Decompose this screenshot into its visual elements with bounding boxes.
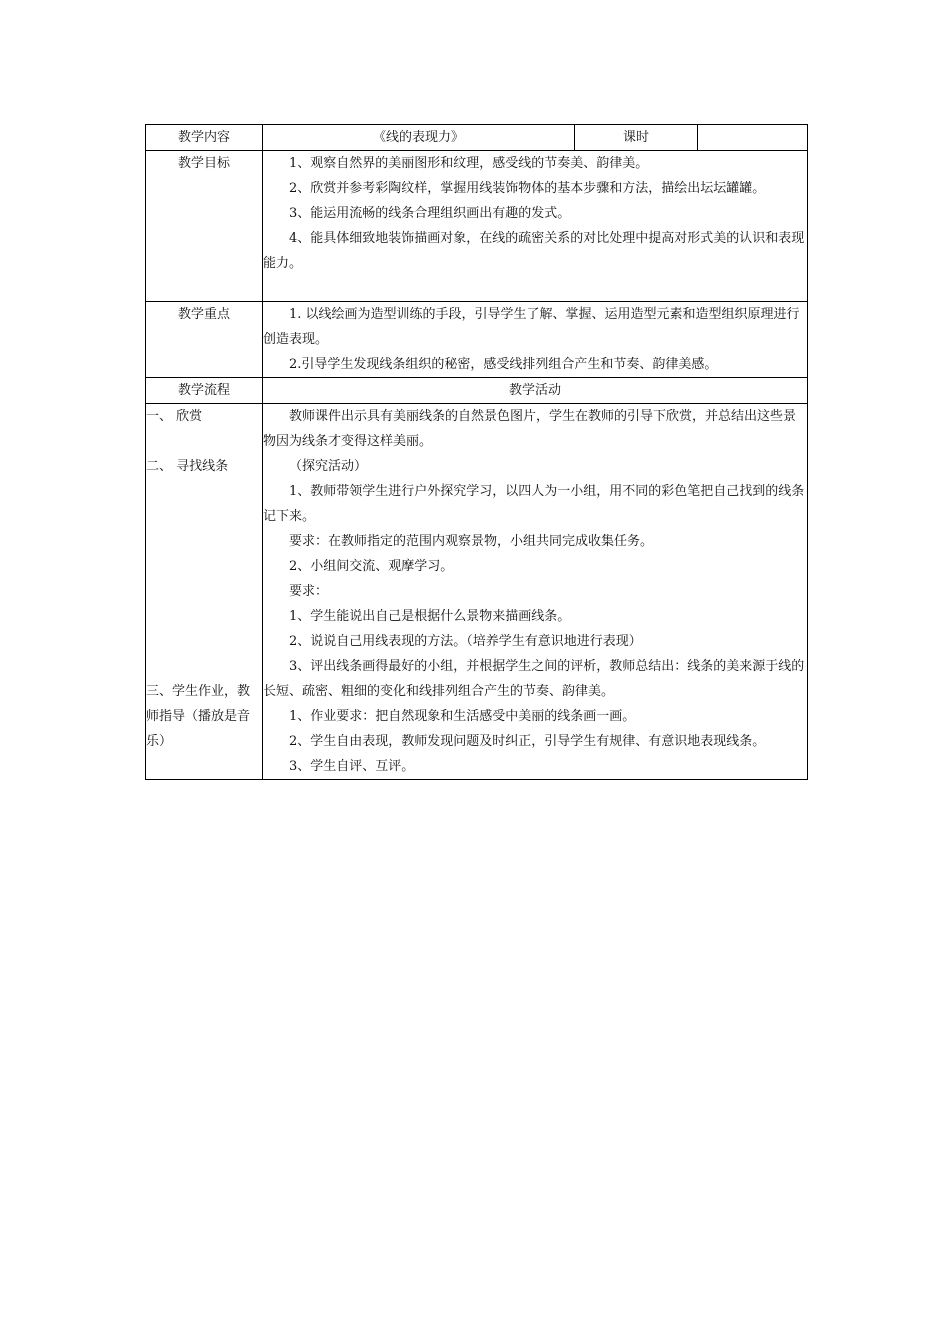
- activity-item: （探究活动）: [289, 459, 368, 474]
- objectives-row: [146, 151, 808, 302]
- activity-item: 3、学生自评、互评。: [289, 759, 415, 774]
- objectives-content: [263, 151, 808, 302]
- process-row: [146, 404, 808, 780]
- objective-item: 3、能运用流畅的线条合理组织画出有趣的发式。: [289, 206, 571, 221]
- activity-item: 2、小组间交流、观摩学习。: [289, 559, 454, 574]
- key-points-row: [146, 302, 808, 378]
- step-homework: 三、学生作业，教师指导（播放是音乐）: [146, 684, 251, 749]
- activity-item: 要求：: [289, 584, 329, 599]
- key-points-content: [263, 302, 808, 378]
- activity-item: 3、评出线条画得最好的小组，并根据学生之间的评析，教师总结出：线条的美来源于线的长短、疏密、粗细的变化和线排列组合产生的节奏、韵律美。: [263, 659, 805, 699]
- objective-item: 4、能具体细致地装饰描画对象，在线的疏密关系的对比处理中提高对形式美的认识和表现能力。: [263, 231, 805, 271]
- objectives-label: 教学目标: [146, 151, 263, 302]
- process-steps: [146, 404, 263, 780]
- objective-item: 2、欣赏并参考彩陶纹样，掌握用线装饰物体的基本步骤和方法，描绘出坛坛罐罐。: [289, 181, 766, 196]
- period-value: [698, 125, 808, 151]
- content-label: 教学内容: [146, 125, 263, 151]
- activity-label: 教学活动: [263, 378, 808, 404]
- activity-item: 1、教师带领学生进行户外探究学习，以四人为一小组，用不同的彩色笔把自己找到的线条记下来。: [263, 484, 805, 524]
- lesson-title: 《线的表现力》: [263, 125, 575, 151]
- activity-item: 2、说说自己用线表现的方法。（培养学生有意识地进行表现）: [289, 634, 642, 649]
- blank-spacer: [263, 276, 807, 301]
- step-appreciate: 一、 欣赏: [146, 409, 203, 424]
- key-point-item: 2.引导学生发现线条组织的秘密，感受线排列组合产生和节奏、韵律美感。: [289, 357, 718, 372]
- activity-item: 1、学生能说出自己是根据什么景物来描画线条。: [289, 609, 571, 624]
- activity-item: 要求：在教师指定的范围内观察景物，小组共同完成收集任务。: [289, 534, 654, 549]
- activity-item: 1、作业要求：把自然现象和生活感受中美丽的线条画一画。: [289, 709, 636, 724]
- lesson-plan-page: [145, 124, 807, 780]
- process-activities: [263, 404, 808, 780]
- process-label: 教学流程: [146, 378, 263, 404]
- key-point-item: 1. 以线绘画为造型训练的手段，引导学生了解、掌握、运用造型元素和造型组织原理进行创造表现。: [263, 307, 800, 347]
- step-find-lines: 二、 寻找线条: [146, 459, 229, 474]
- key-points-label: 教学重点: [146, 302, 263, 378]
- header-row: [146, 125, 808, 151]
- activity-item: 2、学生自由表现，教师发现问题及时纠正，引导学生有规律、有意识地表现线条。: [289, 734, 766, 749]
- activity-item: 教师课件出示具有美丽线条的自然景色图片，学生在教师的引导下欣赏，并总结出这些景物因为线条才变得这样美丽。: [263, 409, 797, 449]
- lesson-plan-table: [145, 124, 808, 780]
- objective-item: 1、观察自然界的美丽图形和纹理，感受线的节奏美、韵律美。: [289, 156, 649, 171]
- period-label: 课时: [575, 125, 698, 151]
- process-header-row: [146, 378, 808, 404]
